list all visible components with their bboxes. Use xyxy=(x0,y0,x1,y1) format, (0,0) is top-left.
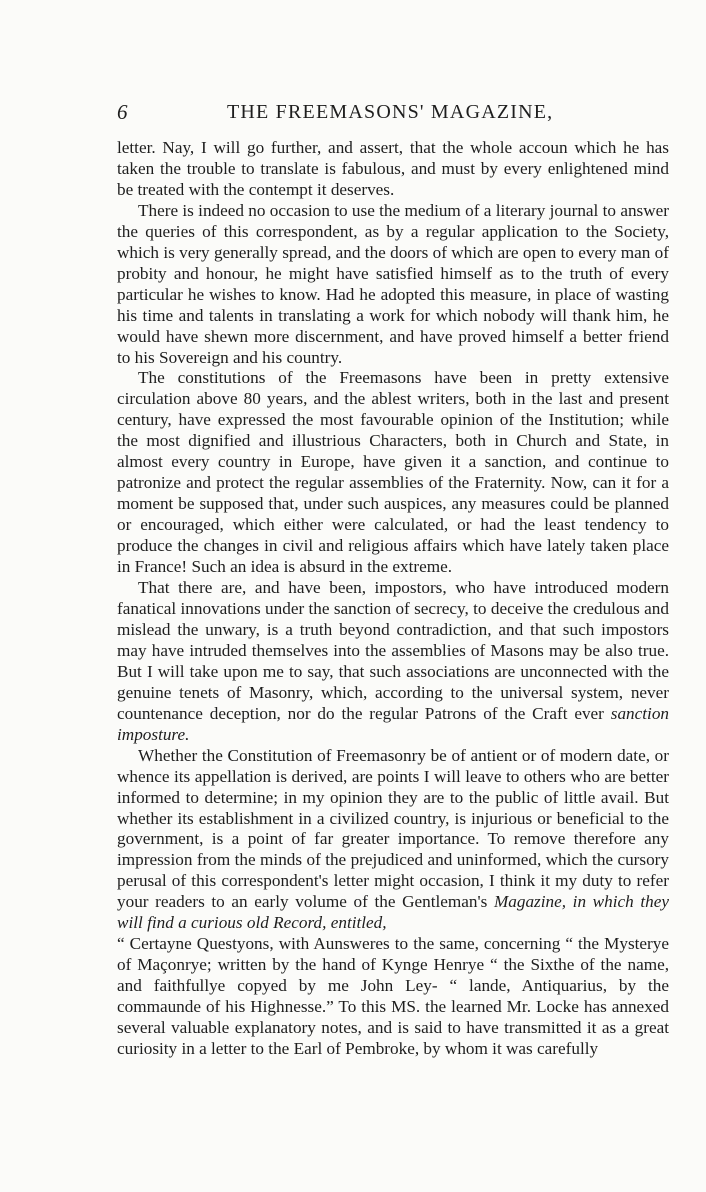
paragraph-4-italic-tail: sanction imposture. xyxy=(117,703,670,744)
page-header xyxy=(117,100,669,128)
paragraph-4 xyxy=(117,578,669,746)
paragraph-6-quotation: “ Certayne Questyons, with Aunsweres to the same, concerning “ the Mysterye of Maçonrye; written by the hand of Kynge Henrye “ the Sixthe of the name, and faithfullye copyed by me John Ley- “ lande, Antiquarius, by the commaunde of his Highnesse.” To this MS. the learned Mr. Locke has annexed several valuable explanatory notes, and is said to have transmitted it as a great curiosity in a letter to the Earl of Pembroke, by whom it was carefully xyxy=(117,934,669,1058)
paragraph-5-italic-tail: Magazine, in which they will find a curious old Record, entitled, xyxy=(117,892,670,933)
paragraph-5 xyxy=(117,746,669,935)
page-number: 6 xyxy=(117,100,128,124)
paragraph-3: The constitutions of the Freemasons have been in pretty extensive circulation above 80 years, and the ablest writers, both in the last and present century, have expressed the most favourable opinion of the Institution; while the most dignified and illustrious Characters, both in Church and State, in almost every country in Europe, have given it a sanction, and continue to patronize and protect the regular assemblies of the Fraternity. Now, can it for a moment be supposed that, under such auspices, any measures could be planned or encouraged, which either were calculated, or had the least tendency to produce the changes in civil and religious affairs which have lately taken place in France! Such an idea is absurd in the extreme. xyxy=(117,368,669,577)
paragraph-4-text: That there are, and have been, impostors, who have introduced modern fanatical innovations under the sanction of secrecy, to deceive the credulous and mislead the unwary, is a truth beyond contradiction, and that such impostors may have intruded themselves into the assemblies of Masons may be also true. But I will take upon me to say, that such associations are unconnected with the genuine tenets of Masonry, which, according to the universal system, never countenance deception, nor do the regular Patrons of the Craft ever xyxy=(117,578,669,723)
body-text xyxy=(117,138,669,1060)
paragraph-5-text: Whether the Constitution of Freemasonry be of antient or of modern date, or whence its appellation is derived, are points I will leave to others who are better informed to determine; in my opinion they are to the public of little avail. But whether its establishment in a civilized country, is injurious or beneficial to the government, is a point of far greater importance. To remove therefore any impression from the minds of the prejudiced and uninformed, which the cursory perusal of this correspondent's letter might occasion, I think it my duty to refer your readers to an early volume of the Gentleman's xyxy=(117,745,669,912)
paragraph-2: There is indeed no occasion to use the medium of a literary journal to answer the queries of this correspondent, as by a regular application to the Society, which is very generally spread, and the doors of which are open to every man of probity and honour, he might have satisfied himself as to the truth of every particular he wishes to know. Had he adopted this measure, in place of wasting his time and talents in translating a work for which nobody will thank him, he would have shewn more discernment, and have proved himself a better friend to his Sovereign and his country. xyxy=(117,200,669,367)
running-head: THE FREEMASONS' MAGAZINE, xyxy=(227,101,554,123)
paragraph-1: letter. Nay, I will go further, and assert, that the whole accoun which he has taken the trouble to translate is fabulous, and must by every enlightened mind be treated with the contempt it deserves. xyxy=(117,138,669,199)
